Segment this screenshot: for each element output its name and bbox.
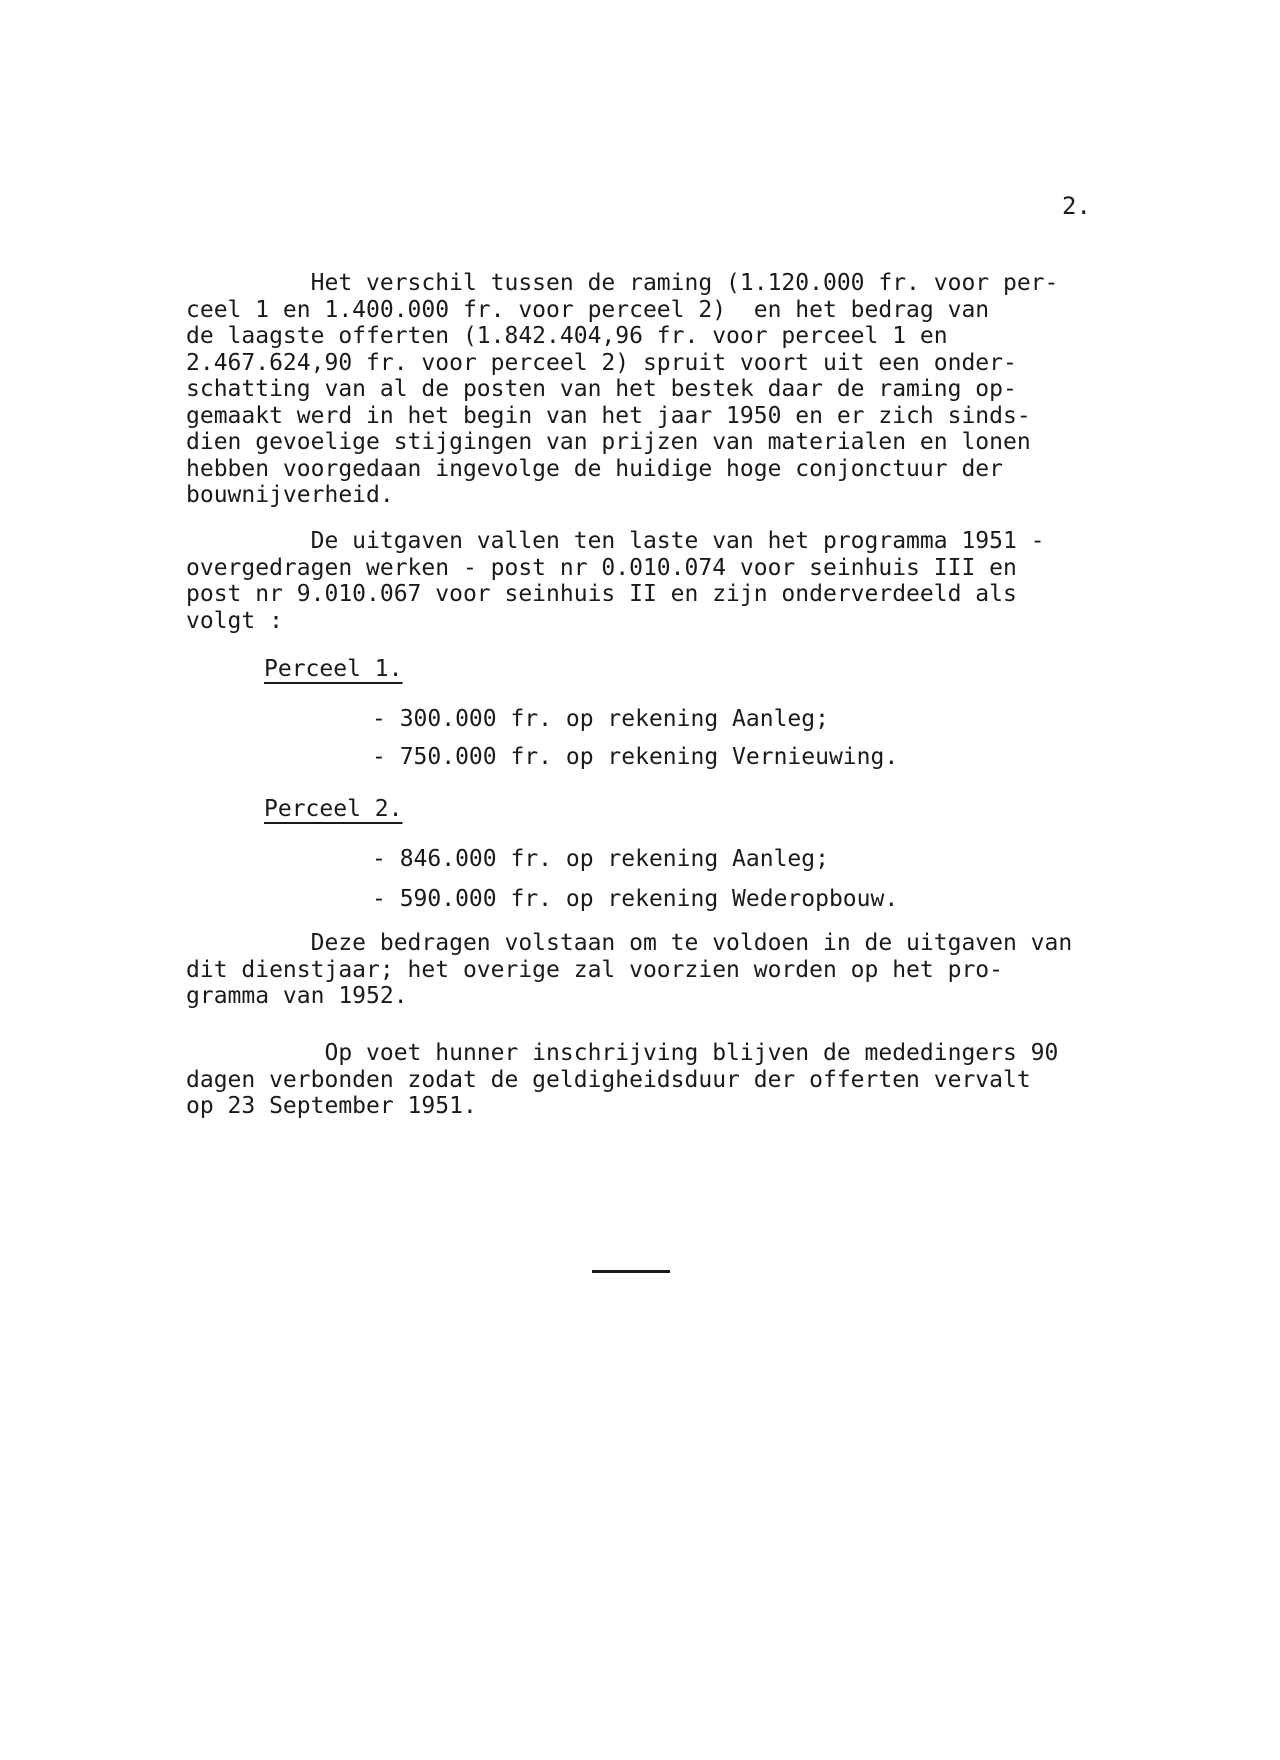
list-item: - 846.000 fr. op rekening Aanleg; — [372, 846, 829, 872]
closing-rule — [592, 1270, 670, 1273]
paragraph-offer-validity: Op voet hunner inschrijving blijven de mededingers 90 dagen verbonden zodat de geldigheidsduur der offerten vervalt op 23 September 1951. — [186, 1040, 1059, 1119]
section-heading-perceel-2: Perceel 2. — [264, 796, 403, 822]
list-item: - 300.000 fr. op rekening Aanleg; — [372, 706, 829, 732]
paragraph-cost-difference: Het verschil tussen de raming (1.120.000 fr. voor per- ceel 1 en 1.400.000 fr. voor perceel 2) en het bedrag van de laagste offerten (1.842.404,96 fr. voor perceel 1 en 2.467.624,90 fr. voor perceel 2) spruit voort uit een onder- schatting van al de posten van het bestek daar de raming op- gemaakt werd in het begin van het jaar 1950 en er zich sinds- dien gevoelige stijgingen van prijzen van materialen en lonen hebben voorgedaan ingevolge de huidige hoge conjonctuur der bouwnijverheid. — [186, 270, 1059, 508]
section-heading-perceel-1: Perceel 1. — [264, 656, 403, 682]
list-item: - 750.000 fr. op rekening Vernieuwing. — [372, 744, 899, 770]
page-number: 2. — [1062, 192, 1091, 220]
list-item: - 590.000 fr. op rekening Wederopbouw. — [372, 886, 899, 912]
paragraph-budget-sufficiency: Deze bedragen volstaan om te voldoen in de uitgaven van dit dienstjaar; het overige zal voorzien worden op het pro- gramma van 1952. — [186, 930, 1073, 1009]
paragraph-expenditure-program: De uitgaven vallen ten laste van het programma 1951 - overgedragen werken - post nr 0.010.074 voor seinhuis III en post nr 9.010.067 voor seinhuis II en zijn onderverdeeld als volgt : — [186, 528, 1045, 634]
